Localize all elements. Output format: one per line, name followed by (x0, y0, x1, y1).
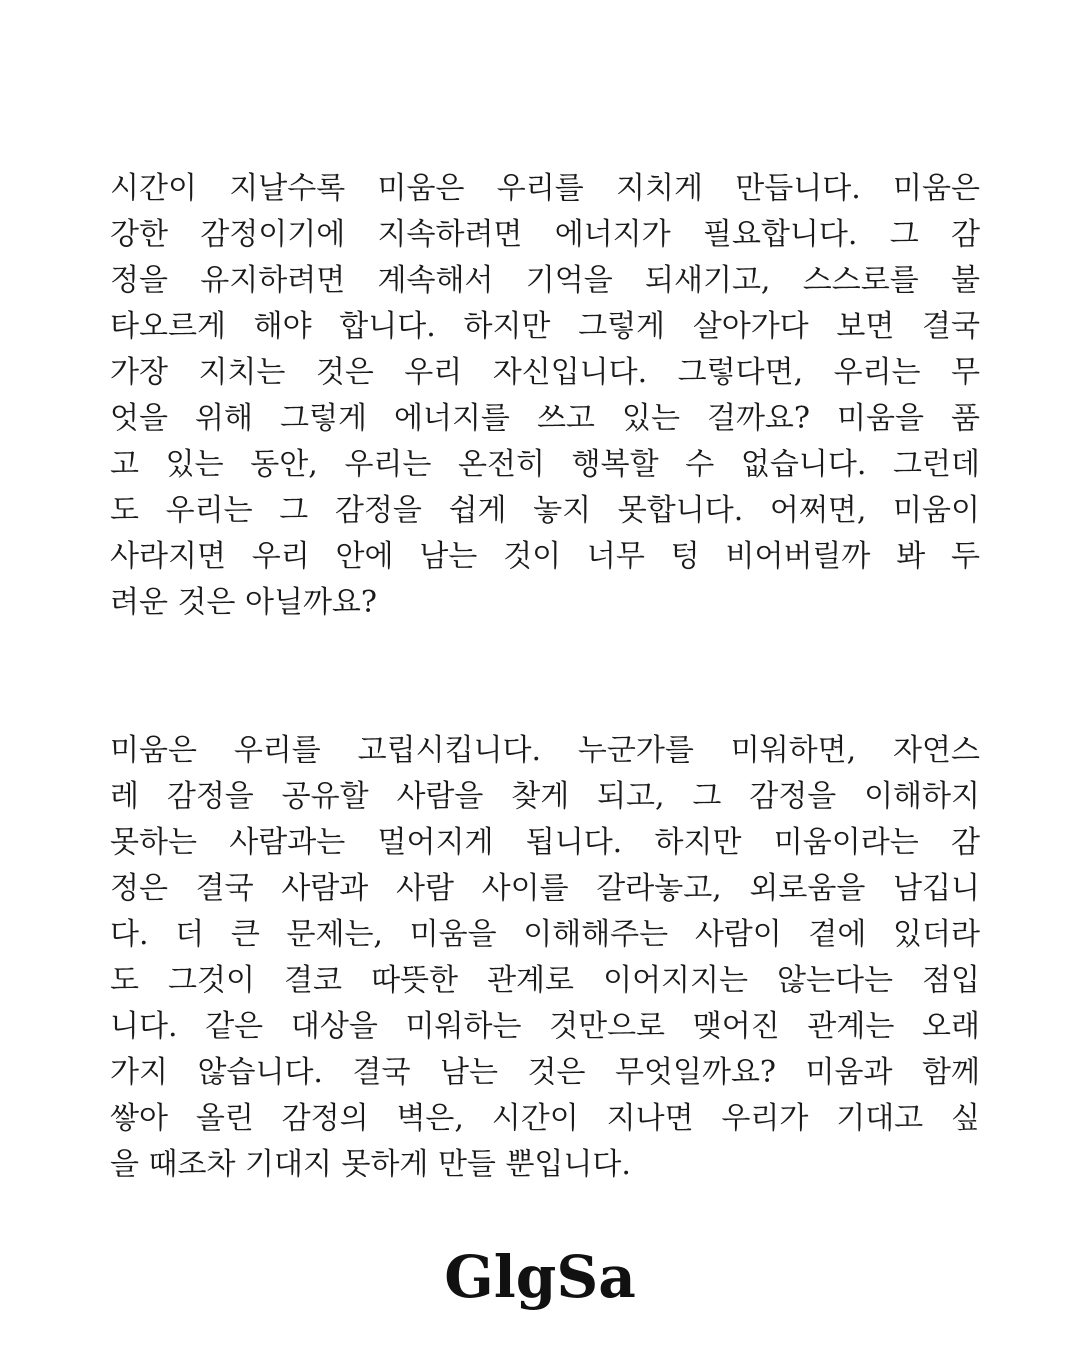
paragraph-line: 엇을 위해 그렇게 에너지를 쓰고 있는 걸까요? 미움을 품 (110, 401, 980, 436)
paragraph-line: 고 있는 동안, 우리는 온전히 행복할 수 없습니다. 그런데 (110, 447, 980, 482)
paragraph-line: 려운 것은 아닐까요? (110, 585, 377, 620)
paragraph-line: 레 감정을 공유할 사람을 찾게 되고, 그 감정을 이해하지 (110, 779, 980, 814)
paragraph-line: 사라지면 우리 안에 남는 것이 너무 텅 비어버릴까 봐 두 (110, 539, 980, 574)
paragraph-1 (110, 166, 980, 626)
paragraph-line: 쌓아 올린 감정의 벽은, 시간이 지나면 우리가 기대고 싶 (110, 1101, 980, 1136)
signature: GlgSa (444, 1243, 636, 1311)
paragraph-line: 미움은 우리를 고립시킵니다. 누군가를 미워하면, 자연스 (110, 733, 980, 768)
paragraph-line: 가장 지치는 것은 우리 자신입니다. 그렇다면, 우리는 무 (110, 355, 980, 390)
paragraph-2 (110, 728, 980, 1188)
paragraph-line: 을 때조차 기대지 못하게 만들 뿐입니다. (110, 1147, 631, 1182)
paragraph-line: 도 우리는 그 감정을 쉽게 놓지 못합니다. 어쩌면, 미움이 (110, 493, 980, 528)
paragraph-line: 못하는 사람과는 멀어지게 됩니다. 하지만 미움이라는 감 (110, 825, 980, 860)
paragraph-line: 가지 않습니다. 결국 남는 것은 무엇일까요? 미움과 함께 (110, 1055, 980, 1090)
paragraph-line: 도 그것이 결코 따뜻한 관계로 이어지지는 않는다는 점입 (110, 963, 980, 998)
paragraph-line: 강한 감정이기에 지속하려면 에너지가 필요합니다. 그 감 (110, 217, 980, 252)
paragraph-line: 정은 결국 사람과 사람 사이를 갈라놓고, 외로움을 남깁니 (110, 871, 980, 906)
paragraph-line: 시간이 지날수록 미움은 우리를 지치게 만듭니다. 미움은 (110, 171, 980, 206)
paragraph-line: 정을 유지하려면 계속해서 기억을 되새기고, 스스로를 불 (110, 263, 980, 298)
paragraph-line: 타오르게 해야 합니다. 하지만 그렇게 살아가다 보면 결국 (110, 309, 980, 344)
paragraph-line: 니다. 같은 대상을 미워하는 것만으로 맺어진 관계는 오래 (110, 1009, 980, 1044)
paragraph-line: 다. 더 큰 문제는, 미움을 이해해주는 사람이 곁에 있더라 (110, 917, 980, 952)
